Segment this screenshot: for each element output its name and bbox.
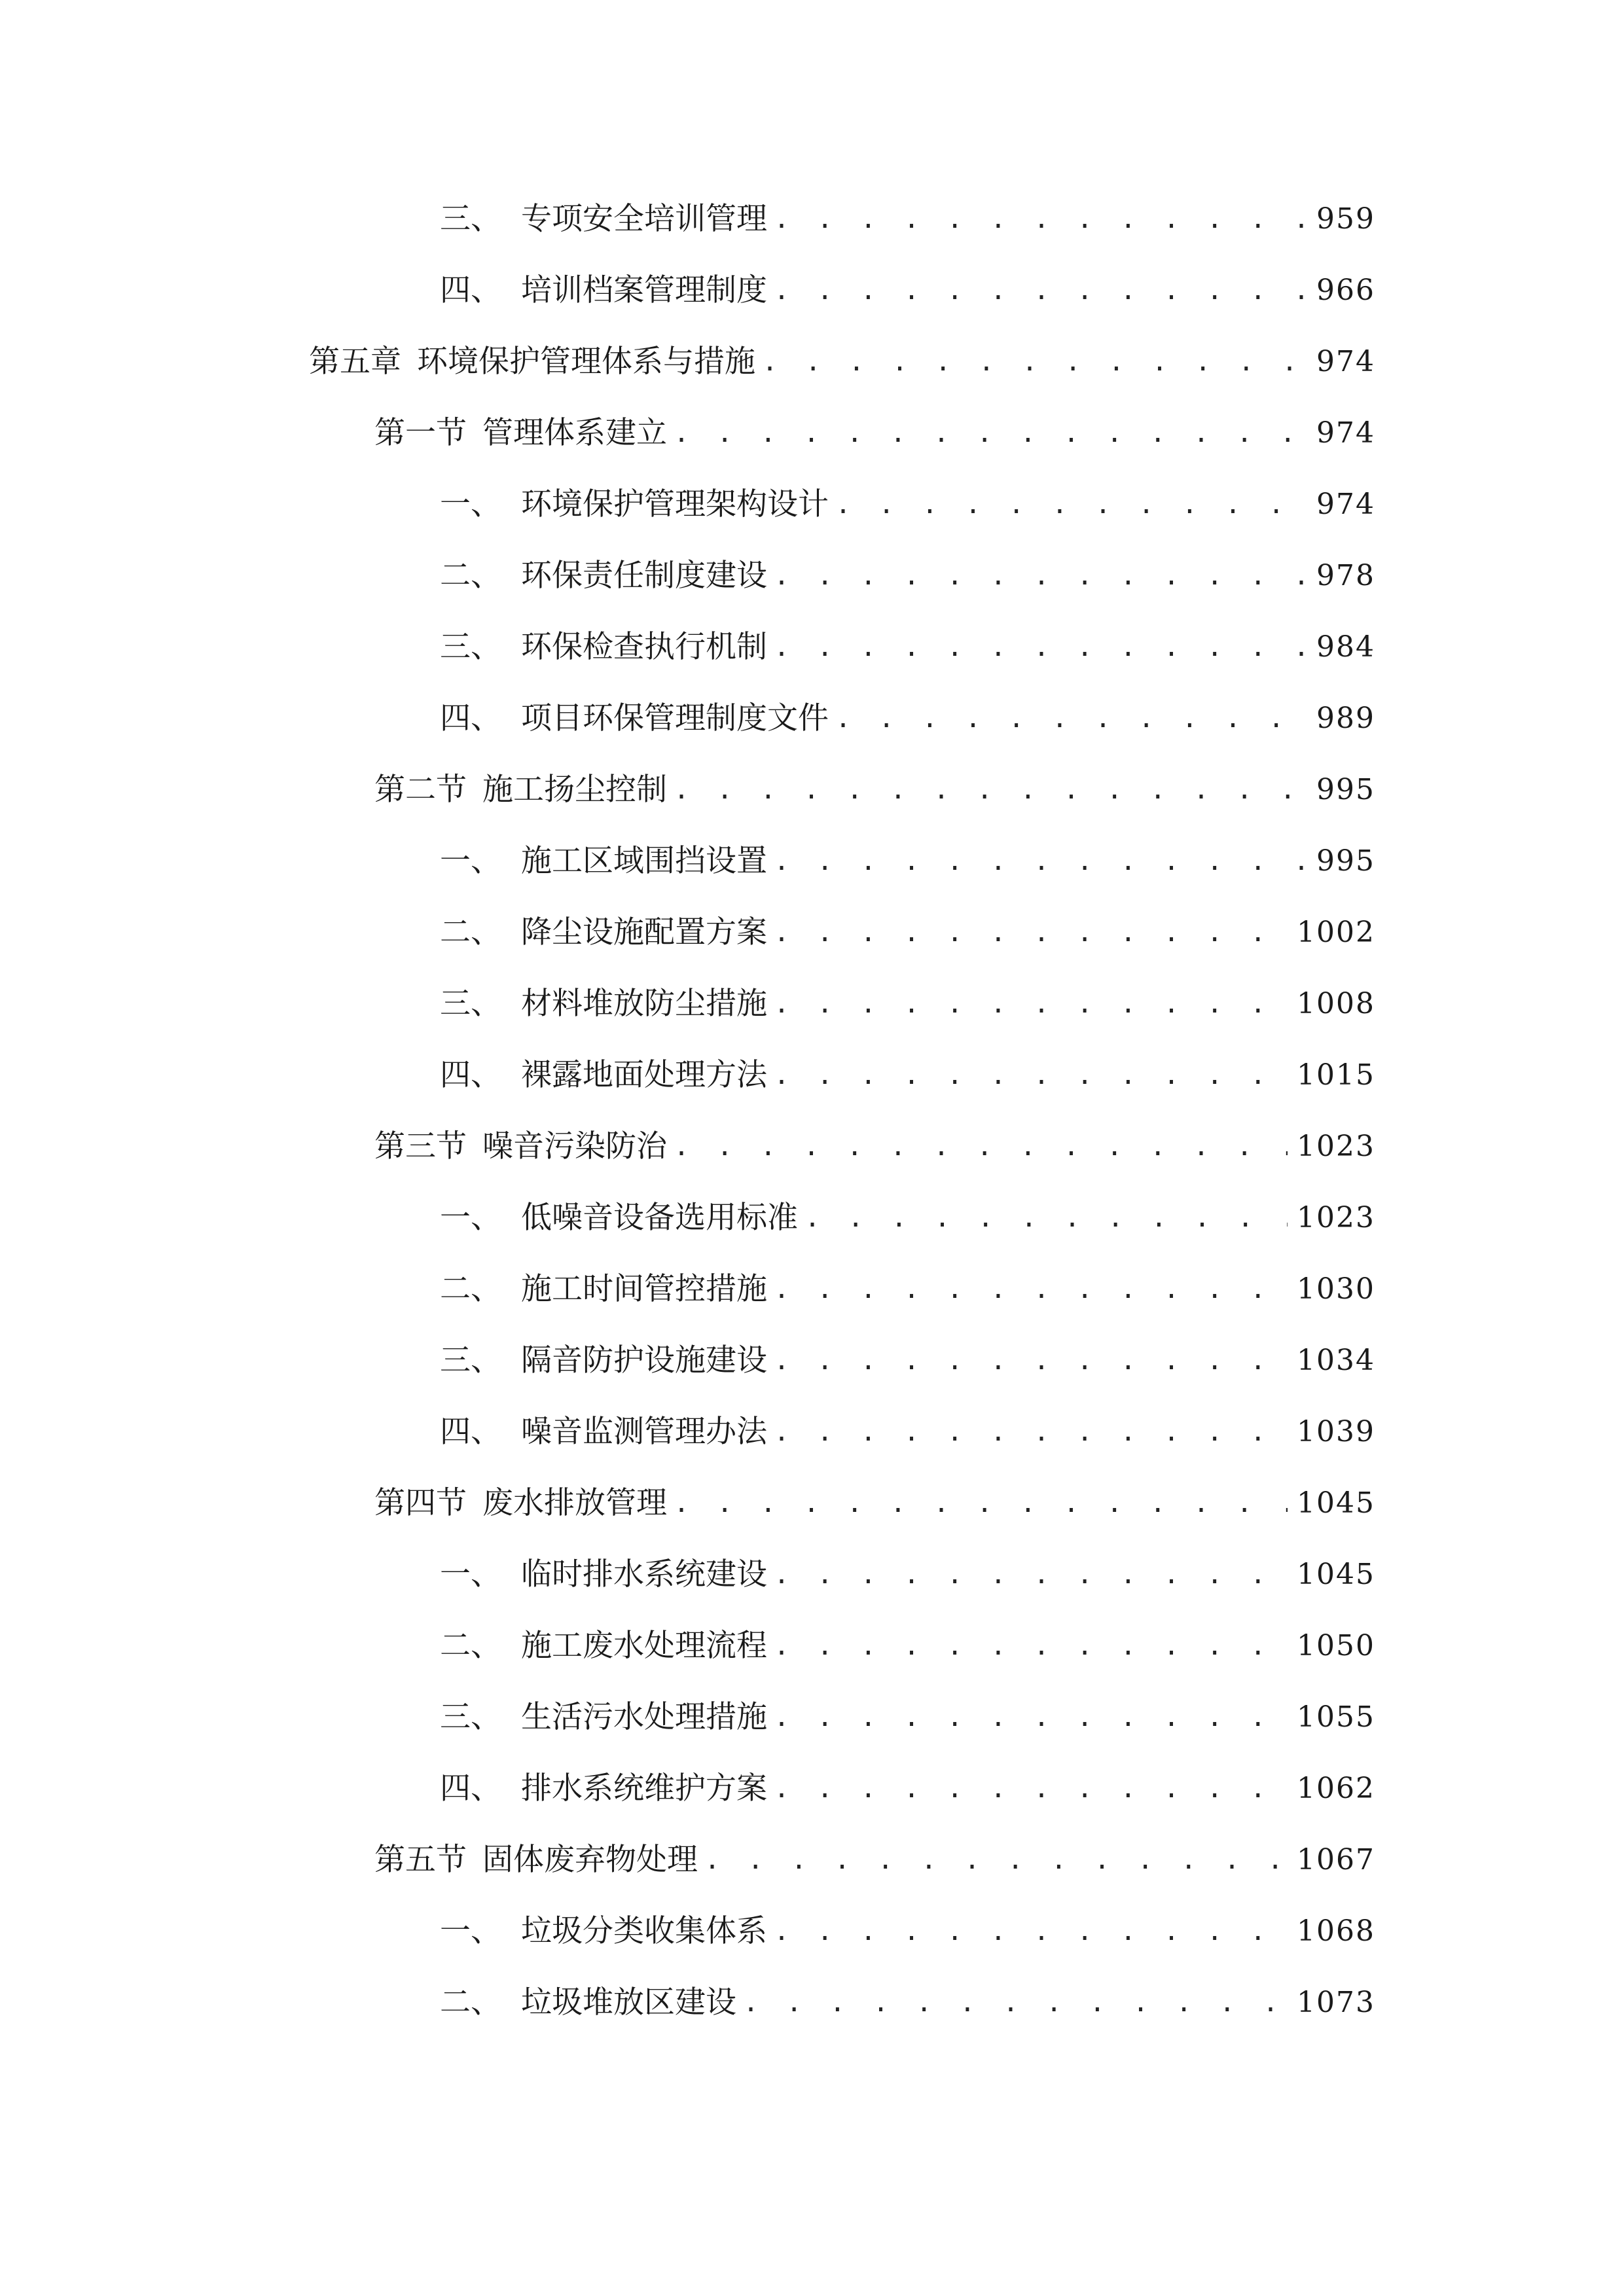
toc-entry-number: 一、: [440, 1200, 501, 1236]
toc-entry-number: 第四节: [374, 1485, 467, 1521]
toc-entry-section[interactable]: [374, 1834, 1375, 1886]
toc-entry-title: 施工区域围挡设置: [521, 843, 767, 879]
toc-entry-title: 培训档案管理制度: [521, 272, 767, 308]
toc-entry[interactable]: [440, 1335, 1375, 1387]
toc-entry-section[interactable]: [374, 1477, 1375, 1530]
dot-leader: [774, 1905, 1288, 1958]
dot-leader: [774, 1549, 1288, 1601]
dot-leader: [835, 692, 1307, 745]
dot-leader: [774, 835, 1307, 888]
toc-entry-page: 966: [1316, 274, 1375, 307]
toc-entry-page: 995: [1316, 773, 1375, 806]
toc-entry-page: 984: [1316, 630, 1375, 664]
dot-leader: [674, 407, 1307, 459]
dot-leader: [774, 1049, 1288, 1102]
toc-entry-number: 第五章: [309, 344, 401, 380]
toc-entry[interactable]: [440, 1763, 1375, 1815]
toc-entry-number: 第一节: [374, 415, 467, 451]
toc-entry-title: 材料堆放防尘措施: [521, 986, 767, 1022]
toc-entry-page: 1030: [1297, 1272, 1375, 1306]
dot-leader: [762, 336, 1307, 388]
toc-entry-page: 1062: [1297, 1772, 1375, 1805]
toc-entry-title: 临时排水系统建设: [521, 1556, 767, 1592]
toc-entry[interactable]: [440, 1263, 1375, 1316]
toc-entry-title: 低噪音设备选用标准: [521, 1200, 798, 1236]
toc-entry-section[interactable]: [374, 407, 1375, 459]
toc-entry[interactable]: [440, 1691, 1375, 1744]
dot-leader: [804, 1192, 1288, 1244]
toc-entry-number: 二、: [440, 1271, 501, 1307]
toc-entry-page: 1045: [1297, 1486, 1375, 1520]
toc-entry-number: 四、: [440, 1057, 501, 1093]
toc-entry-number: 第三节: [374, 1128, 467, 1164]
toc-entry-title: 垃圾堆放区建设: [521, 1984, 736, 2020]
toc-entry-title: 隔音防护设施建设: [521, 1342, 767, 1378]
toc-entry-page: 978: [1316, 559, 1375, 592]
toc-entry-number: 三、: [440, 986, 501, 1022]
toc-entry-number: 第二节: [374, 772, 467, 808]
toc-entry[interactable]: [440, 621, 1375, 673]
toc-entry-title: 项目环保管理制度文件: [521, 700, 829, 736]
toc-entry[interactable]: [440, 1192, 1375, 1244]
toc-entry-section[interactable]: [374, 764, 1375, 816]
toc-entry-page: 1050: [1297, 1629, 1375, 1662]
toc-entry-title: 降尘设施配置方案: [521, 914, 767, 950]
toc-entry[interactable]: [440, 193, 1375, 245]
dot-leader: [774, 550, 1307, 602]
toc-entry-title: 裸露地面处理方法: [521, 1057, 767, 1093]
dot-leader: [674, 764, 1307, 816]
dot-leader: [674, 1477, 1288, 1530]
toc-entry-page: 1008: [1297, 987, 1375, 1020]
toc-entry-page: 1045: [1297, 1558, 1375, 1591]
dot-leader: [774, 1620, 1288, 1672]
toc-entry-number: 四、: [440, 700, 501, 736]
toc-entry-number: 二、: [440, 914, 501, 950]
dot-leader: [674, 1121, 1288, 1173]
toc-entry-page: 1002: [1297, 916, 1375, 949]
dot-leader: [743, 1977, 1288, 2029]
toc-entry-number: 四、: [440, 1770, 501, 1806]
toc-entry-title: 施工废水处理流程: [521, 1628, 767, 1664]
toc-entry[interactable]: [440, 978, 1375, 1030]
dot-leader: [774, 1691, 1288, 1744]
dot-leader: [774, 621, 1307, 673]
dot-leader: [704, 1834, 1288, 1886]
toc-entry-page: 995: [1316, 844, 1375, 878]
toc-entry-title: 噪音监测管理办法: [521, 1414, 767, 1450]
toc-entry-title: 固体废弃物处理: [482, 1842, 698, 1878]
toc-entry[interactable]: [440, 1406, 1375, 1458]
toc-entry-number: 二、: [440, 1984, 501, 2020]
toc-entry-page: 974: [1316, 345, 1375, 378]
toc-entry-page: 974: [1316, 488, 1375, 521]
toc-entry[interactable]: [440, 1549, 1375, 1601]
toc-entry-title: 管理体系建立: [482, 415, 667, 451]
toc-entry[interactable]: [440, 835, 1375, 888]
dot-leader: [774, 264, 1307, 317]
toc-entry[interactable]: [440, 1620, 1375, 1672]
toc-entry-number: 二、: [440, 1628, 501, 1664]
toc-entry[interactable]: [440, 550, 1375, 602]
toc-entry-page: 1015: [1297, 1058, 1375, 1092]
toc-entry-number: 二、: [440, 558, 501, 594]
dot-leader: [774, 1406, 1288, 1458]
dot-leader: [774, 906, 1288, 959]
toc-entry-number: 三、: [440, 1342, 501, 1378]
toc-entry-number: 一、: [440, 1556, 501, 1592]
toc-entry-number: 三、: [440, 629, 501, 665]
toc-entry-number: 一、: [440, 1913, 501, 1949]
toc-entry-section[interactable]: [374, 1121, 1375, 1173]
toc-entry[interactable]: [440, 264, 1375, 317]
toc-entry-page: 1073: [1297, 1986, 1375, 2019]
toc-entry-title: 环保检查执行机制: [521, 629, 767, 665]
toc-entry-number: 四、: [440, 1414, 501, 1450]
toc-entry-page: 1034: [1297, 1344, 1375, 1377]
toc-entry-title: 噪音污染防治: [482, 1128, 667, 1164]
toc-entry[interactable]: [440, 1977, 1375, 2029]
dot-leader: [774, 1335, 1288, 1387]
toc-entry-number: 一、: [440, 843, 501, 879]
toc-entry-title: 施工时间管控措施: [521, 1271, 767, 1307]
toc-entry-title: 排水系统维护方案: [521, 1770, 767, 1806]
toc-entry-title: 环保责任制度建设: [521, 558, 767, 594]
dot-leader: [774, 1263, 1288, 1316]
toc-entry-page: 974: [1316, 416, 1375, 450]
toc-entry-number: 第五节: [374, 1842, 467, 1878]
toc-entry[interactable]: [440, 478, 1375, 531]
toc-entry-title: 施工扬尘控制: [482, 772, 667, 808]
toc-entry-number: 三、: [440, 1699, 501, 1735]
toc-entry-title: 环境保护管理体系与措施: [417, 344, 755, 380]
toc-entry-number: 四、: [440, 272, 501, 308]
toc-entry-page: 1067: [1297, 1843, 1375, 1876]
toc-entry-title: 环境保护管理架构设计: [521, 486, 829, 522]
toc-entry-title: 废水排放管理: [482, 1485, 667, 1521]
toc-entry-page: 1023: [1297, 1201, 1375, 1234]
toc-entry-page: 1068: [1297, 1914, 1375, 1948]
toc-entry[interactable]: [440, 692, 1375, 745]
toc-entry-title: 专项安全培训管理: [521, 201, 767, 237]
toc-entry-page: 1023: [1297, 1130, 1375, 1163]
dot-leader: [774, 193, 1307, 245]
toc-entry-number: 三、: [440, 201, 501, 237]
toc-entry[interactable]: [440, 906, 1375, 959]
toc-entry-title: 垃圾分类收集体系: [521, 1913, 767, 1949]
toc-entry-chapter[interactable]: [309, 336, 1375, 388]
dot-leader: [835, 478, 1307, 531]
dot-leader: [774, 978, 1288, 1030]
dot-leader: [774, 1763, 1288, 1815]
toc-entry-page: 959: [1316, 202, 1375, 236]
toc-entry[interactable]: [440, 1049, 1375, 1102]
toc-entry-number: 一、: [440, 486, 501, 522]
toc-entry-title: 生活污水处理措施: [521, 1699, 767, 1735]
toc-entry-page: 1055: [1297, 1700, 1375, 1734]
toc-entry-page: 1039: [1297, 1415, 1375, 1448]
toc-entry[interactable]: [440, 1905, 1375, 1958]
toc-entry-page: 989: [1316, 702, 1375, 735]
